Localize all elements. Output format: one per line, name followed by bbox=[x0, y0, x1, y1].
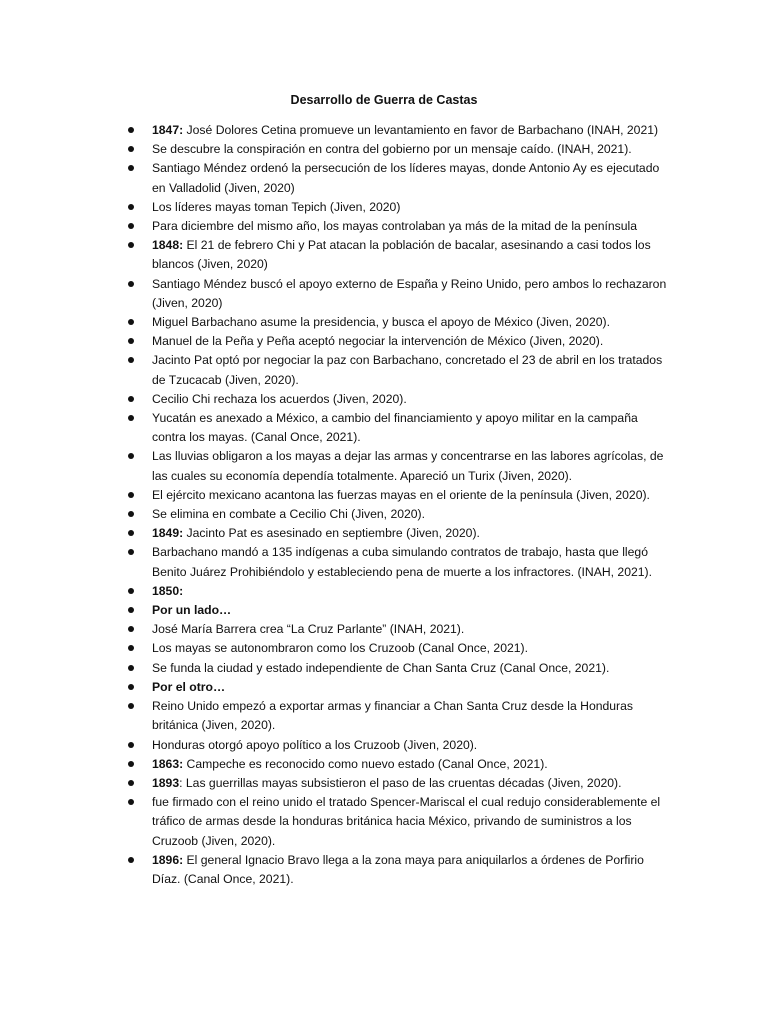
bullet-icon bbox=[128, 761, 134, 767]
item-text: Santiago Méndez buscó el apoyo externo de España y Reino Unido, pero ambos lo rechazaron (Jiven, 2020) bbox=[152, 276, 667, 310]
bullet-icon bbox=[128, 338, 134, 344]
item-text: Para diciembre del mismo año, los mayas controlaban ya más de la mitad de la península bbox=[152, 219, 638, 234]
item-lead: 1896: bbox=[152, 852, 184, 867]
bullet-icon bbox=[128, 645, 134, 651]
item-text: Jacinto Pat optó por negociar la paz con Barbachano, concretado el 23 de abril en los tratados de Tzucacab (Jiven, 2020). bbox=[152, 353, 663, 387]
bullet-icon bbox=[128, 742, 134, 748]
bullet-icon bbox=[128, 588, 134, 594]
bullet-icon bbox=[128, 204, 134, 210]
list-item bbox=[0, 524, 768, 543]
list-item bbox=[0, 332, 768, 351]
list-item bbox=[0, 486, 768, 505]
list-item bbox=[0, 351, 768, 389]
item-text: Se funda la ciudad y estado independiente de Chan Santa Cruz (Canal Once, 2021). bbox=[152, 660, 610, 675]
list-item bbox=[0, 755, 768, 774]
item-lead: 1850: bbox=[152, 583, 184, 598]
item-text: Yucatán es anexado a México, a cambio del financiamiento y apoyo militar en la campaña contra los mayas. (Canal Once, 2021). bbox=[152, 411, 638, 445]
bullet-icon bbox=[128, 626, 134, 632]
item-text: Jacinto Pat es asesinado en septiembre (Jiven, 2020). bbox=[183, 526, 480, 541]
list-item bbox=[0, 140, 768, 159]
bullet-icon bbox=[128, 415, 134, 421]
bullet-icon bbox=[128, 223, 134, 229]
list-item bbox=[0, 409, 768, 447]
list-item bbox=[0, 275, 768, 313]
item-text: Miguel Barbachano asume la presidencia, y busca el apoyo de México (Jiven, 2020). bbox=[152, 315, 610, 330]
item-lead: 1863: bbox=[152, 756, 184, 771]
item-text: José María Barrera crea “La Cruz Parlante” (INAH, 2021). bbox=[152, 622, 465, 637]
item-lead: 1849: bbox=[152, 526, 184, 541]
item-text: El ejército mexicano acantona las fuerzas mayas en el oriente de la península (Jiven, 2020). bbox=[152, 487, 650, 502]
item-text: El general Ignacio Bravo llega a la zona maya para aniquilarlos a órdenes de Porfirio Díaz. (Canal Once, 2021). bbox=[152, 852, 644, 886]
item-lead: 1893 bbox=[152, 775, 180, 790]
bullet-icon bbox=[128, 319, 134, 325]
item-text: Santiago Méndez ordenó la persecución de los líderes mayas, donde Antonio Ay es ejecutado en Valladolid (Jiven, 2020) bbox=[152, 161, 660, 195]
item-lead: Por un lado… bbox=[152, 603, 232, 618]
bullet-icon bbox=[128, 857, 134, 863]
item-text: Reino Unido empezó a exportar armas y financiar a Chan Santa Cruz desde la Honduras británica (Jiven, 2020). bbox=[152, 699, 633, 733]
item-lead: 1847: bbox=[152, 123, 184, 137]
bullet-icon bbox=[128, 799, 134, 805]
list-item bbox=[0, 793, 768, 851]
bullet-icon bbox=[128, 511, 134, 517]
bullet-icon bbox=[128, 453, 134, 459]
bullet-icon bbox=[128, 549, 134, 555]
bullet-icon bbox=[128, 242, 134, 248]
bullet-icon bbox=[128, 146, 134, 152]
item-text: : Las guerrillas mayas subsistieron el paso de las cruentas décadas (Jiven, 2020). bbox=[179, 775, 622, 790]
item-text: Los mayas se autonombraron como los Cruzoob (Canal Once, 2021). bbox=[152, 641, 528, 656]
bullet-icon bbox=[128, 607, 134, 613]
item-text: Barbachano mandó a 135 indígenas a cuba simulando contratos de trabajo, hasta que llegó Benito Juárez Prohibiéndolo y estableciendo pena de muerte a los infractores. (INAH, 2021). bbox=[152, 545, 652, 579]
list-item bbox=[0, 217, 768, 236]
item-text: Se elimina en combate a Cecilio Chi (Jiven, 2020). bbox=[152, 507, 425, 522]
list-item bbox=[0, 582, 768, 601]
item-text: El 21 de febrero Chi y Pat atacan la población de bacalar, asesinando a casi todos los blancos (Jiven, 2020) bbox=[152, 238, 651, 272]
list-item bbox=[0, 236, 768, 274]
item-text: Se descubre la conspiración en contra del gobierno por un mensaje caído. (INAH, 2021). bbox=[152, 142, 632, 157]
bullet-icon bbox=[128, 703, 134, 709]
list-item bbox=[0, 639, 768, 658]
item-lead: Por el otro… bbox=[152, 679, 226, 694]
list-item bbox=[0, 447, 768, 485]
list-item bbox=[0, 659, 768, 678]
list-item bbox=[0, 851, 768, 889]
item-text: Manuel de la Peña y Peña aceptó negociar la intervención de México (Jiven, 2020). bbox=[152, 334, 604, 349]
list-item bbox=[0, 620, 768, 639]
bullet-icon bbox=[128, 127, 134, 133]
list-item bbox=[0, 678, 768, 697]
item-text: Las lluvias obligaron a los mayas a dejar las armas y concentrarse en las labores agrícolas, de las cuales su economía dependía totalmente. Apareció un Turix (Jiven, 2020). bbox=[152, 449, 664, 483]
list-item bbox=[0, 121, 768, 140]
item-text: Honduras otorgó apoyo político a los Cruzoob (Jiven, 2020). bbox=[152, 737, 478, 752]
bullet-icon bbox=[128, 281, 134, 287]
list-item bbox=[0, 390, 768, 409]
item-lead: 1848: bbox=[152, 238, 184, 253]
item-text: Los líderes mayas toman Tepich (Jiven, 2020) bbox=[152, 199, 401, 214]
bullet-icon bbox=[128, 357, 134, 363]
bullet-icon bbox=[128, 396, 134, 402]
list-item bbox=[0, 774, 768, 793]
item-text: José Dolores Cetina promueve un levantamiento en favor de Barbachano (INAH, 2021) bbox=[183, 123, 659, 137]
item-text: fue firmado con el reino unido el tratado Spencer-Mariscal el cual redujo considerablemente el tráfico de armas desde la honduras británica hacia México, privando de suministros a los Cruzoob (Jiven, 2020). bbox=[152, 795, 661, 848]
bullet-icon bbox=[128, 530, 134, 536]
item-text: Cecilio Chi rechaza los acuerdos (Jiven, 2020). bbox=[152, 391, 407, 406]
bullet-icon bbox=[128, 684, 134, 690]
item-text: Campeche es reconocido como nuevo estado (Canal Once, 2021). bbox=[183, 756, 548, 771]
list-item bbox=[0, 313, 768, 332]
list-item bbox=[0, 697, 768, 735]
list-item bbox=[0, 601, 768, 620]
bullet-icon bbox=[128, 780, 134, 786]
bullet-icon bbox=[128, 665, 134, 671]
list-item bbox=[0, 543, 768, 581]
document-title: Desarrollo de Guerra de Castas bbox=[290, 93, 478, 107]
timeline-list bbox=[0, 121, 768, 889]
list-item bbox=[0, 505, 768, 524]
list-item bbox=[0, 198, 768, 217]
list-item bbox=[0, 736, 768, 755]
bullet-icon bbox=[128, 492, 134, 498]
list-item bbox=[0, 159, 768, 197]
bullet-icon bbox=[128, 165, 134, 171]
